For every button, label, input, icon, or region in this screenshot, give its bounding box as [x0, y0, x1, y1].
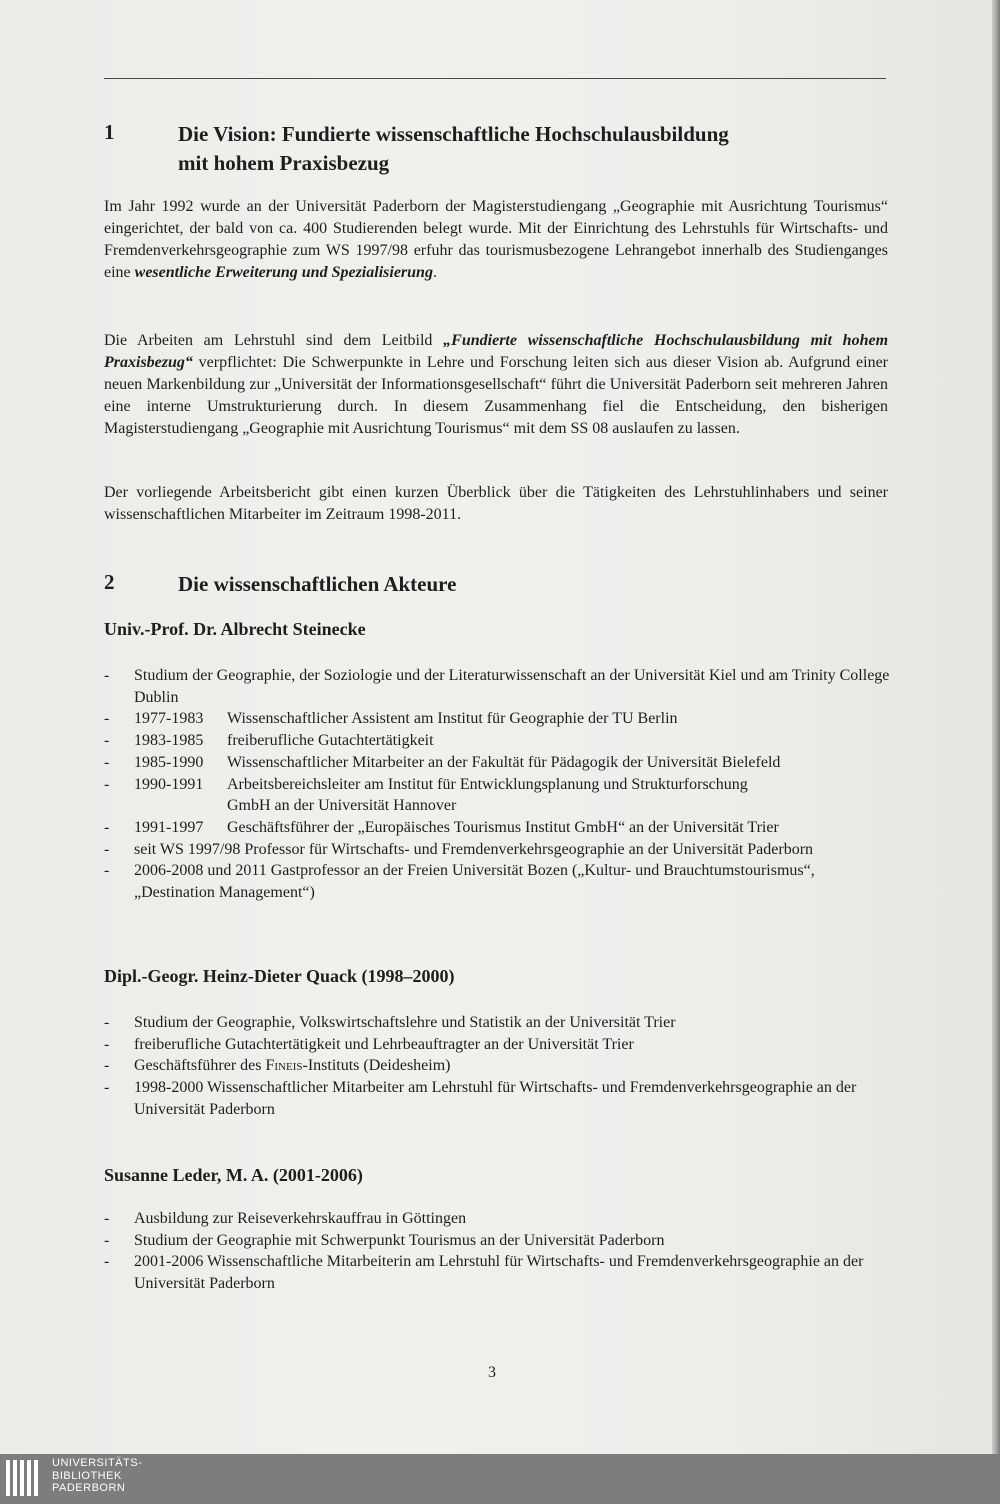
- list-dash: -: [104, 775, 110, 793]
- list-item: [104, 1012, 894, 1034]
- list-item-range: 1990-1991: [134, 775, 204, 793]
- person-bio-quack: [104, 1012, 894, 1121]
- paragraph-text: verpflichtet: Die Schwerpunkte in Lehre und Forschung leiten sich aus dieser Vision ab. Aufgrund einer neuen Markenbildung zur „Universität der Informationsgesellschaft“ führt die Universität Paderborn seit mehreren Jahren eine interne Umstrukturierung durch. In diesem Zusammenhang fiel die Entscheidung, den bisherigen Magisterstudiengang „Geographie mit Ausrichtung Tourismus“ mit dem SS 08 auslaufen zu lassen.: [104, 354, 888, 437]
- list-item: [104, 752, 894, 774]
- section-1-number: 1: [104, 120, 115, 144]
- list-item: [104, 1208, 894, 1230]
- list-item-text: Studium der Geographie mit Schwerpunkt Tourismus an der Universität Paderborn: [134, 1231, 665, 1249]
- section-2-title: Die wissenschaftlichen Akteure: [178, 572, 457, 596]
- section-1-title: [178, 120, 878, 178]
- list-item: [104, 1034, 894, 1056]
- page-edge-shadow: [992, 0, 1000, 1454]
- list-dash: -: [104, 1014, 110, 1031]
- library-name-line2: BIBLIOTHEK: [52, 1469, 122, 1482]
- header-rule: [104, 78, 886, 79]
- list-item-text: Studium der Geographie, Volkswirtschaftslehre und Statistik an der Universität Trier: [134, 1014, 676, 1031]
- emphasis-text: wesentliche Erweiterung und Spezialisierung: [134, 264, 433, 281]
- list-dash: -: [104, 862, 110, 880]
- section-1-title-line1: Die Vision: Fundierte wissenschaftliche Hochschulausbildung: [178, 122, 729, 146]
- logo-bar: [34, 1460, 38, 1496]
- library-logo-icon: [6, 1460, 38, 1496]
- logo-bar: [20, 1460, 24, 1496]
- list-item-range: 1985-1990: [134, 753, 204, 771]
- list-item-text: Wissenschaftlicher Mitarbeiter an der Fakultät für Pädagogik der Universität Bielefeld: [227, 753, 781, 771]
- section-1-paragraph-2: [104, 330, 888, 440]
- library-name-line1: UNIVERSITÄTS-: [52, 1457, 143, 1469]
- section-1-paragraph-3: Der vorliegende Arbeitsbericht gibt einen kurzen Überblick über die Tätigkeiten des Lehrstuhlinhabers und seiner wissenschaftlichen Mitarbeiter im Zeitraum 1998-2011.: [104, 484, 888, 523]
- list-dash: -: [104, 818, 110, 836]
- logo-bar: [27, 1460, 31, 1496]
- list-dash: -: [104, 1035, 110, 1053]
- list-item: [104, 1055, 894, 1077]
- list-item-text: freiberufliche Gutachtertätigkeit und Lehrbeauftragter an der Universität Trier: [134, 1035, 634, 1053]
- list-item: [104, 1251, 894, 1294]
- list-item-text: 2001-2006 Wissenschaftliche Mitarbeiterin am Lehrstuhl für Wirtschafts- und Fremdenverkehrsgeographie an der Universität Paderborn: [134, 1253, 864, 1293]
- person-name-leder: Susanne Leder, M. A. (2001-2006): [104, 1165, 363, 1185]
- list-item-range: 1991-1997: [134, 818, 204, 836]
- list-item: [104, 730, 894, 752]
- list-item-text: Studium der Geographie, der Soziologie und der Literaturwissenschaft an der Universität Kiel und am Trinity College Dublin: [134, 667, 890, 706]
- list-item-text: seit WS 1997/98 Professor für Wirtschafts- und Fremdenverkehrsgeographie an der Universität Paderborn: [134, 840, 814, 858]
- list-item: [104, 817, 894, 839]
- list-dash: -: [104, 1231, 110, 1249]
- list-dash: -: [104, 1057, 110, 1075]
- library-name: [52, 1457, 142, 1495]
- list-dash: -: [104, 840, 110, 858]
- list-item-text: Arbeitsbereichsleiter am Institut für Entwicklungsplanung und Strukturforschung: [227, 775, 748, 793]
- person-bio-steinecke: [104, 665, 894, 904]
- paragraph-text: Im Jahr 1992 wurde an der Universität Paderborn der Magisterstudiengang „Geographie mit Ausrichtung Tourismus“ eingerichtet, der bald von ca. 400 Studierenden belegt wurde. Mit der Einrichtung des Lehrstuhls für Wirtschafts- und Fremdenverkehrsgeographie zum WS 1997/98 erfuhr das tourismusbezogene Lehrangebot innerhalb des Studienganges eine: [104, 198, 888, 281]
- list-item: [104, 839, 894, 861]
- paragraph-text: .: [432, 264, 437, 281]
- person-bio-leder: [104, 1208, 894, 1295]
- list-item-text: -Instituts (Deidesheim): [302, 1057, 451, 1075]
- library-footer-bar: [0, 1454, 1000, 1504]
- list-dash: -: [104, 1210, 110, 1227]
- section-2-number: 2: [104, 570, 115, 594]
- person-name-quack: Dipl.-Geogr. Heinz-Dieter Quack (1998–2000): [104, 966, 455, 986]
- person-name-steinecke: Univ.-Prof. Dr. Albrecht Steinecke: [104, 619, 366, 639]
- list-dash: -: [104, 1079, 110, 1097]
- list-item-text: Geschäftsführer des: [134, 1057, 266, 1075]
- list-dash: -: [104, 753, 110, 771]
- list-item: [104, 860, 894, 903]
- paragraph-text: Die Arbeiten am Lehrstuhl sind dem Leitbild: [104, 332, 444, 349]
- logo-bar: [13, 1460, 17, 1496]
- list-item-text: 2006-2008 und 2011 Gastprofessor an der Freien Universität Bozen („Kultur- und Brauchtumstourismus“, „Destination Management“): [134, 862, 815, 902]
- list-item-text: Geschäftsführer der „Europäisches Tourismus Institut GmbH“ an der Universität Trier: [227, 818, 779, 836]
- list-item-text: GmbH an der Universität Hannover: [227, 797, 457, 815]
- list-item: [104, 1230, 894, 1252]
- list-item: [104, 665, 894, 708]
- list-dash: -: [104, 710, 110, 728]
- list-dash: -: [104, 1253, 110, 1271]
- section-1-title-line2: mit hohem Praxisbezug: [178, 151, 390, 175]
- page-number: 3: [488, 1364, 496, 1381]
- list-item: [104, 774, 894, 817]
- logo-bar: [6, 1460, 10, 1496]
- library-name-line3: PADERBORN: [52, 1482, 126, 1494]
- list-item-text: Ausbildung zur Reiseverkehrskauffrau in Göttingen: [134, 1210, 467, 1227]
- list-item-range: 1983-1985: [134, 732, 204, 750]
- list-dash: -: [104, 667, 110, 684]
- list-item: [104, 1077, 894, 1120]
- list-item-text: freiberufliche Gutachtertätigkeit: [227, 732, 434, 750]
- list-item: [104, 708, 894, 730]
- list-dash: -: [104, 732, 110, 750]
- institute-name: Fineis: [265, 1057, 303, 1075]
- list-item-text: 1998-2000 Wissenschaftlicher Mitarbeiter am Lehrstuhl für Wirtschafts- und Fremdenverkehrsgeographie an der Universität Paderborn: [134, 1079, 857, 1118]
- emphasis-text: „Fundierte wissenschaftliche Hochschulausbildung mit hohem Praxisbezug“: [104, 332, 889, 371]
- list-item-range: 1977-1983: [134, 710, 204, 728]
- list-item-text: Wissenschaftlicher Assistent am Institut für Geographie der TU Berlin: [227, 710, 678, 728]
- section-1-paragraph-1: [104, 196, 888, 284]
